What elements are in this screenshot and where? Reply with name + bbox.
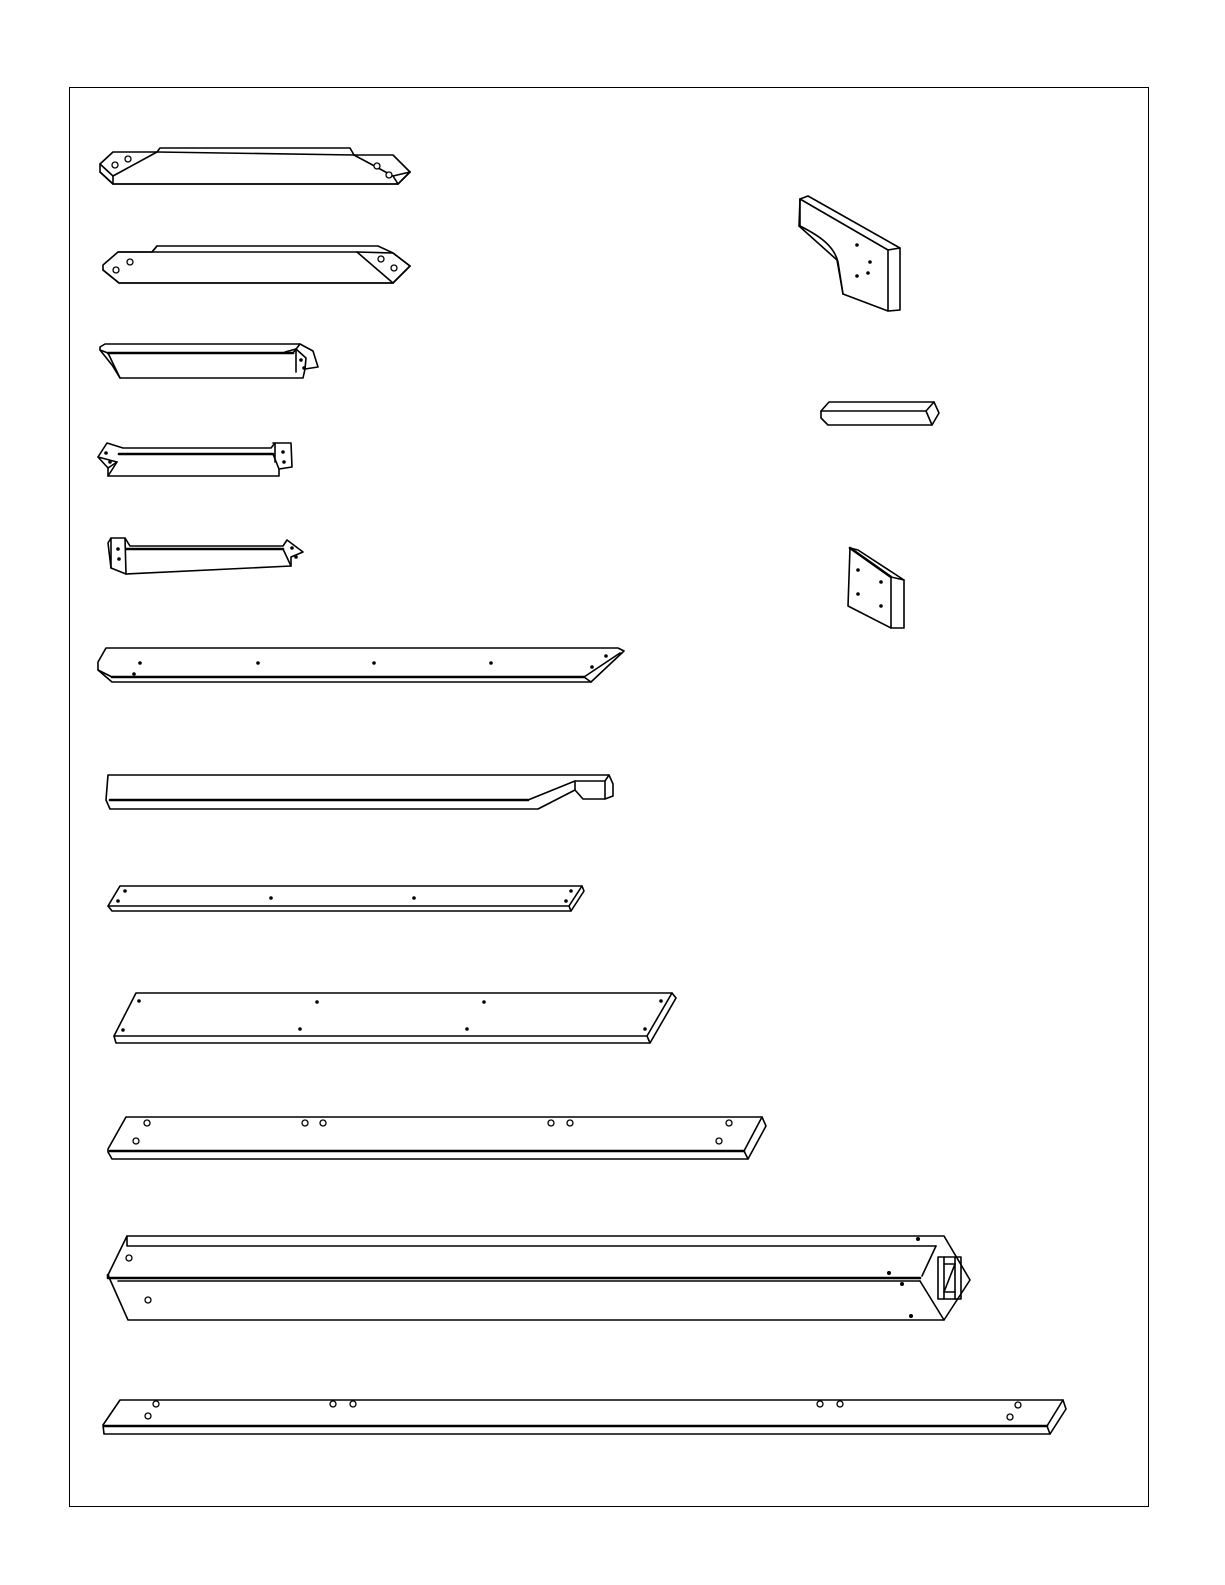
angled-brace-part-1	[100, 148, 410, 184]
square-block-part-14	[821, 402, 939, 425]
curved-bracket-part-13	[799, 196, 900, 311]
channel-post-part-11	[108, 1236, 970, 1320]
drilled-beam-part-12	[103, 1400, 1066, 1434]
drilled-board-part-6	[98, 648, 624, 682]
notched-rail-part-7	[106, 775, 613, 809]
angled-brace-part-2	[103, 246, 410, 283]
drilled-board-part-9	[114, 993, 676, 1043]
mounting-plate-part-15	[848, 548, 904, 628]
notched-cleat-part-4	[98, 443, 292, 476]
drilled-board-part-8	[108, 886, 584, 911]
drilled-beam-part-10	[108, 1117, 766, 1159]
notched-cleat-part-3	[100, 344, 318, 378]
notched-cleat-part-5	[108, 538, 303, 574]
